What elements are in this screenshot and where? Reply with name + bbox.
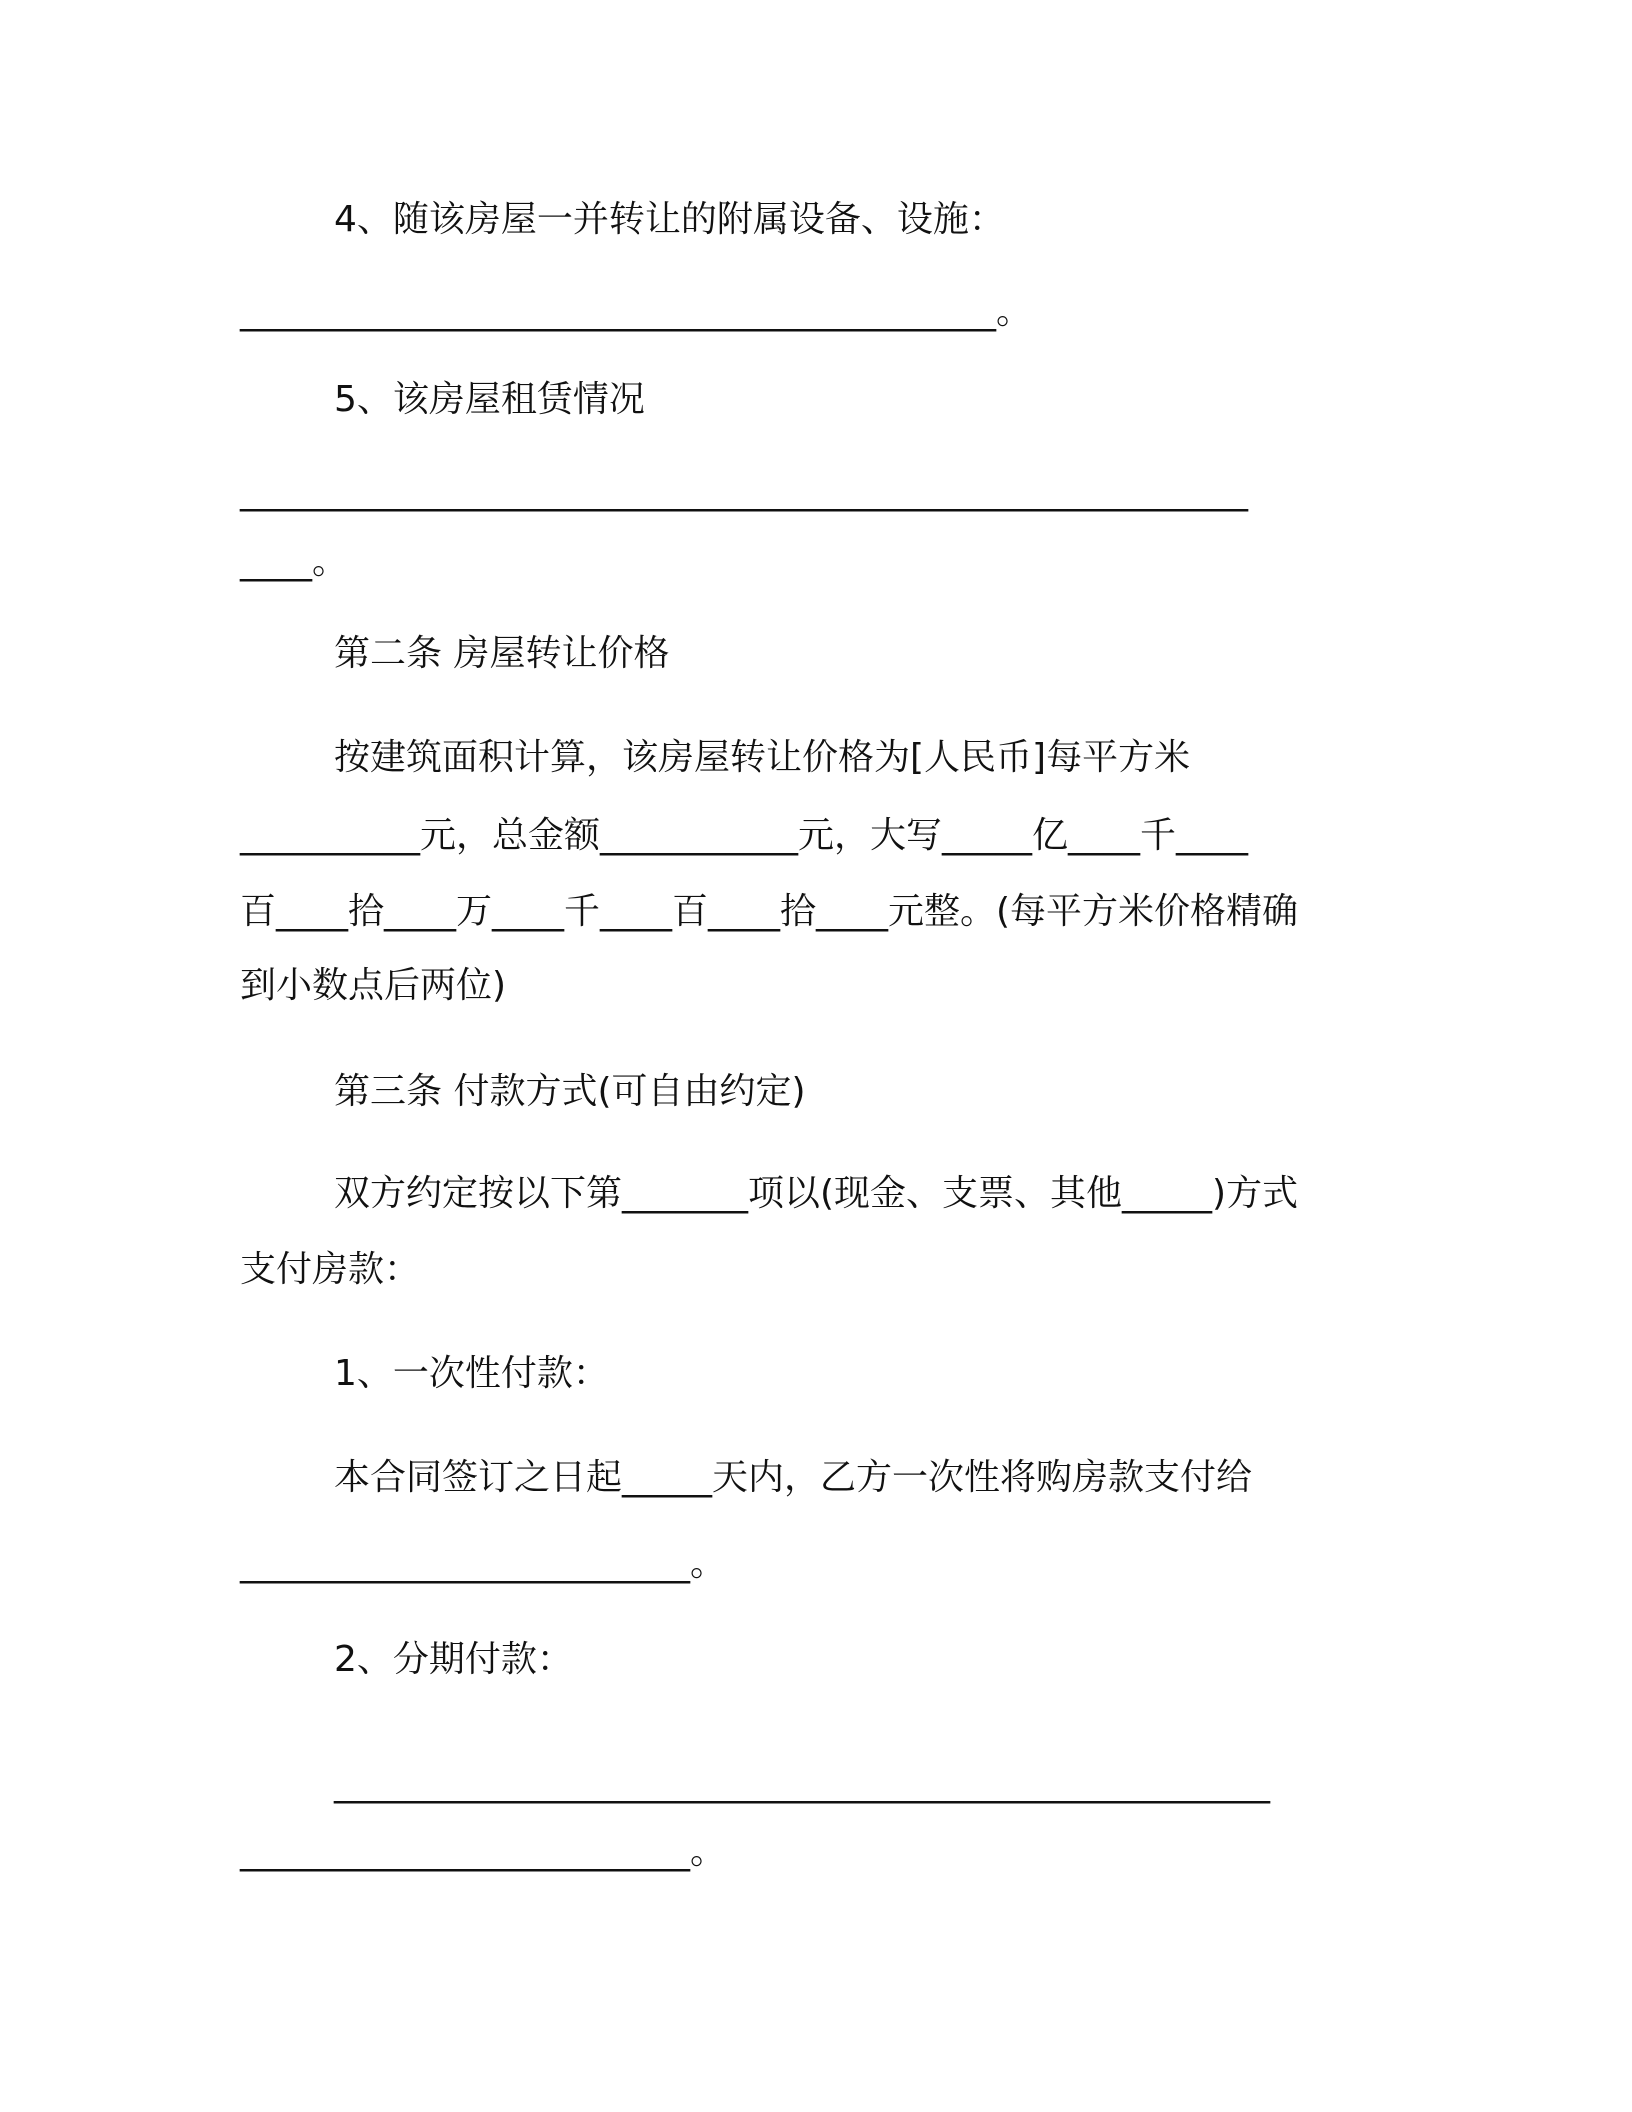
- clause-item-5: 5、该房屋租赁情况: [334, 379, 645, 420]
- article-2-heading: 第二条 房屋转让价格: [334, 633, 670, 674]
- lump-sum-paragraph-line-1: 本合同签订之日起_____天内，乙方一次性将购房款支付给: [334, 1457, 1253, 1498]
- price-paragraph-line-1: 按建筑面积计算，该房屋转让价格为[人民币]每平方米: [334, 737, 1191, 778]
- clause-item-4: 4、随该房屋一并转让的附属设备、设施：: [334, 199, 1005, 240]
- payment-paragraph-line-2: 支付房款：: [240, 1249, 421, 1290]
- price-paragraph-line-3: 百____拾____万____千____百____拾____元整。(每平方米价格精确: [240, 891, 1299, 932]
- article-3-heading: 第三条 付款方式(可自由约定): [334, 1071, 806, 1112]
- price-paragraph-line-4: 到小数点后两位): [240, 965, 507, 1006]
- payment-paragraph-line-1: 双方约定按以下第_______项以(现金、支票、其他_____)方式: [334, 1173, 1299, 1214]
- lump-sum-paragraph-line-2: _________________________。: [240, 1543, 726, 1584]
- blank-line-item-5: ________________________________________________________: [240, 471, 1248, 512]
- payment-item-2-heading: 2、分期付款：: [334, 1639, 573, 1680]
- blank-line-item-4: __________________________________________。: [240, 291, 1032, 332]
- price-paragraph-line-2: __________元，总金额___________元，大写_____亿____千____: [240, 815, 1249, 856]
- installment-blank-line-2: _________________________。: [240, 1831, 726, 1872]
- payment-item-1-heading: 1、一次性付款：: [334, 1353, 609, 1394]
- installment-blank-line-1: ____________________________________________________: [334, 1763, 1270, 1804]
- blank-line-item-5-end: ____。: [240, 541, 349, 582]
